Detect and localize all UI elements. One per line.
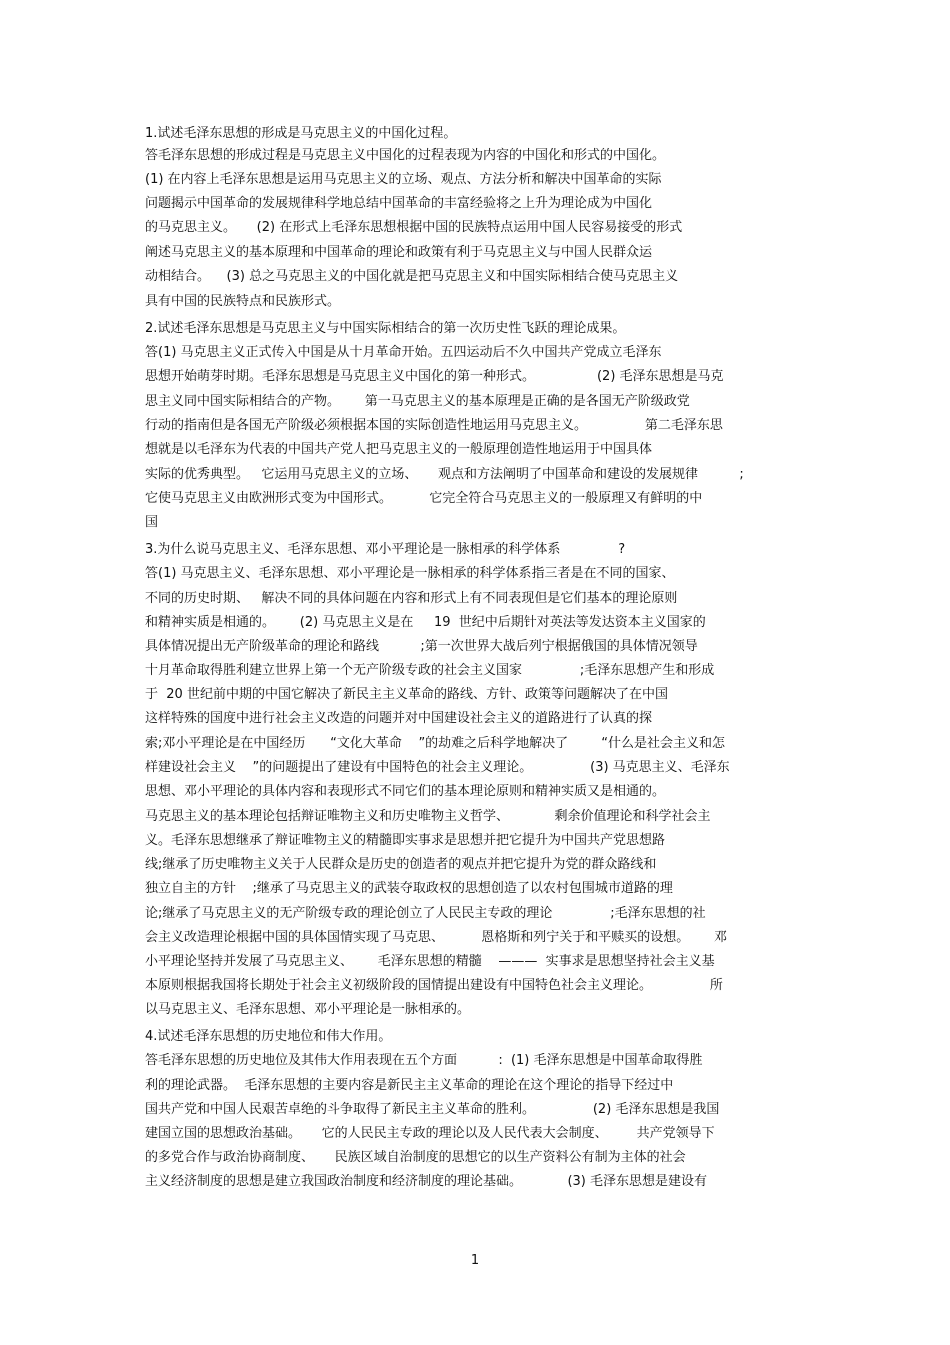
text-line: 它使马克思主义由欧洲形式变为中国形式。 它完全符合马克思主义的一般原理又有鲜明的中 (145, 491, 703, 506)
text-line: 小平理论坚持并发展了马克思主义、 毛泽东思想的精髓 ——— 实事求是思想坚持社会主义基 (145, 954, 715, 969)
text-line: 思想、邓小平理论的具体内容和表现形式不同它们的基本理论原则和精神实质又是相通的。 (145, 784, 666, 799)
text-line: 主义经济制度的思想是建立我国政治制度和经济制度的理论基础。 (3) 毛泽东思想是建设有 (145, 1174, 708, 1189)
text-line: 3.为什么说马克思主义、毛泽东思想、邓小平理论是一脉相承的科学体系 ? (145, 542, 626, 557)
text-line: 具有中国的民族特点和民族形式。 (145, 294, 341, 309)
text-line: 行动的指南但是各国无产阶级必须根据本国的实际创造性地运用马克思主义。 第二毛泽东思 (145, 418, 723, 433)
text-line: 以马克思主义、毛泽东思想、邓小平理论是一脉相承的。 (145, 1002, 471, 1017)
text-line: 义。毛泽东思想继承了辩证唯物主义的精髓即实事求是思想并把它提升为中国共产党思想路 (145, 833, 666, 848)
text-line: 2.试述毛泽东思想是马克思主义与中国实际相结合的第一次历史性飞跃的理论成果。 (145, 321, 626, 336)
text-line: 答毛泽东思想的形成过程是马克思主义中国化的过程表现为内容的中国化和形式的中国化。 (145, 148, 666, 163)
text-line: 1.试述毛泽东思想的形成是马克思主义的中国化过程。 (145, 126, 457, 141)
text-line: 于 20 世纪前中期的中国它解决了新民主主义革命的路线、方针、政策等问题解决了在中国 (145, 687, 668, 702)
text-line: 实际的优秀典型。 它运用马克思主义的立场、 观点和方法阐明了中国革命和建设的发展规律 ; (145, 467, 744, 482)
text-line: 独立自主的方针 ;继承了马克思主义的武装夺取政权的思想创造了以农村包围城市道路的理 (145, 881, 673, 896)
text-line: 想就是以毛泽东为代表的中国共产党人把马克思主义的一般原理创造性地运用于中国具体 (145, 442, 653, 457)
text-line: 线;继承了历史唯物主义关于人民群众是历史的创造者的观点并把它提升为党的群众路线和 (145, 857, 657, 872)
text-line: 和精神实质是相通的。 (2) 马克思主义是在 19 世纪中后期针对英法等发达资本主义国家的 (145, 615, 706, 630)
text-line: 问题揭示中国革命的发展规律科学地总结中国革命的丰富经验将之上升为理论成为中国化 (145, 196, 653, 211)
text-line: 论;继承了马克思主义的无产阶级专政的理论创立了人民民主专政的理论 ;毛泽东思想的社 (145, 906, 706, 921)
text-line: 马克思主义的基本理论包括辩证唯物主义和历史唯物主义哲学、 剩余价值理论和科学社会主 (145, 809, 711, 824)
text-line: (1) 在内容上毛泽东思想是运用马克思主义的立场、观点、方法分析和解决中国革命的实际 (145, 172, 662, 187)
text-line: 的马克思主义。 (2) 在形式上毛泽东思想根据中国的民族特点运用中国人民容易接受的形式 (145, 220, 683, 235)
page-number: 1 (470, 1253, 480, 1268)
text-line: 思主义同中国实际相结合的产物。 第一马克思主义的基本原理是正确的是各国无产阶级政党 (145, 394, 690, 409)
text-line: 动相结合。 (3) 总之马克思主义的中国化就是把马克思主义和中国实际相结合使马克思主义 (145, 269, 679, 284)
text-line: 索;邓小平理论是在中国经历 “文化大革命 ”的劫难之后科学地解决了 “什么是社会主义和怎 (145, 736, 725, 751)
text-line: 国共产党和中国人民艰苦卓绝的斗争取得了新民主主义革命的胜利。 (2) 毛泽东思想是我国 (145, 1102, 720, 1117)
text-line: 建国立国的思想政治基础。 它的人民民主专政的理论以及人民代表大会制度、 共产党领导下 (145, 1126, 715, 1141)
text-line: 会主义改造理论根据中国的具体国情实现了马克思、 恩格斯和列宁关于和平赎买的设想。 邓 (145, 930, 727, 945)
text-line: 这样特殊的国度中进行社会主义改造的问题并对中国建设社会主义的道路进行了认真的探 (145, 711, 653, 726)
text-line: 阐述马克思主义的基本原理和中国革命的理论和政策有利于马克思主义与中国人民群众运 (145, 245, 653, 260)
text-line: 样建设社会主义 ”的问题提出了建设有中国特色的社会主义理论。 (3) 马克思主义、毛泽东 (145, 760, 730, 775)
text-line: 利的理论武器。 毛泽东思想的主要内容是新民主主义革命的理论在这个理论的指导下经过中 (145, 1078, 674, 1093)
text-line: 4.试述毛泽东思想的历史地位和伟大作用。 (145, 1029, 392, 1044)
text-line: 思想开始萌芽时期。毛泽东思想是马克思主义中国化的第一种形式。 (2) 毛泽东思想是马克 (145, 369, 724, 384)
text-line: 答毛泽东思想的历史地位及其伟大作用表现在五个方面 : (1) 毛泽东思想是中国革命取得胜 (145, 1053, 703, 1068)
text-line: 答(1) 马克思主义、毛泽东思想、邓小平理论是一脉相承的科学体系指三者是在不同的国家、 (145, 566, 675, 581)
text-line: 国 (145, 515, 159, 530)
text-line: 具体情况提出无产阶级革命的理论和路线 ;第一次世界大战后列宁根据俄国的具体情况领导 (145, 639, 698, 654)
text-line: 本原则根据我国将长期处于社会主义初级阶段的国情提出建设有中国特色社会主义理论。 所 (145, 978, 723, 993)
text-line: 答(1) 马克思主义正式传入中国是从十月革命开始。五四运动后不久中国共产党成立毛泽东 (145, 345, 662, 360)
text-line: 十月革命取得胜利建立世界上第一个无产阶级专政的社会主义国家 ;毛泽东思想产生和形成 (145, 663, 715, 678)
text-line: 不同的历史时期、 解决不同的具体问题在内容和形式上有不同表现但是它们基本的理论原则 (145, 591, 678, 606)
text-line: 的多党合作与政治协商制度、 民族区域自治制度的思想它的以生产资料公有制为主体的社会 (145, 1150, 686, 1165)
